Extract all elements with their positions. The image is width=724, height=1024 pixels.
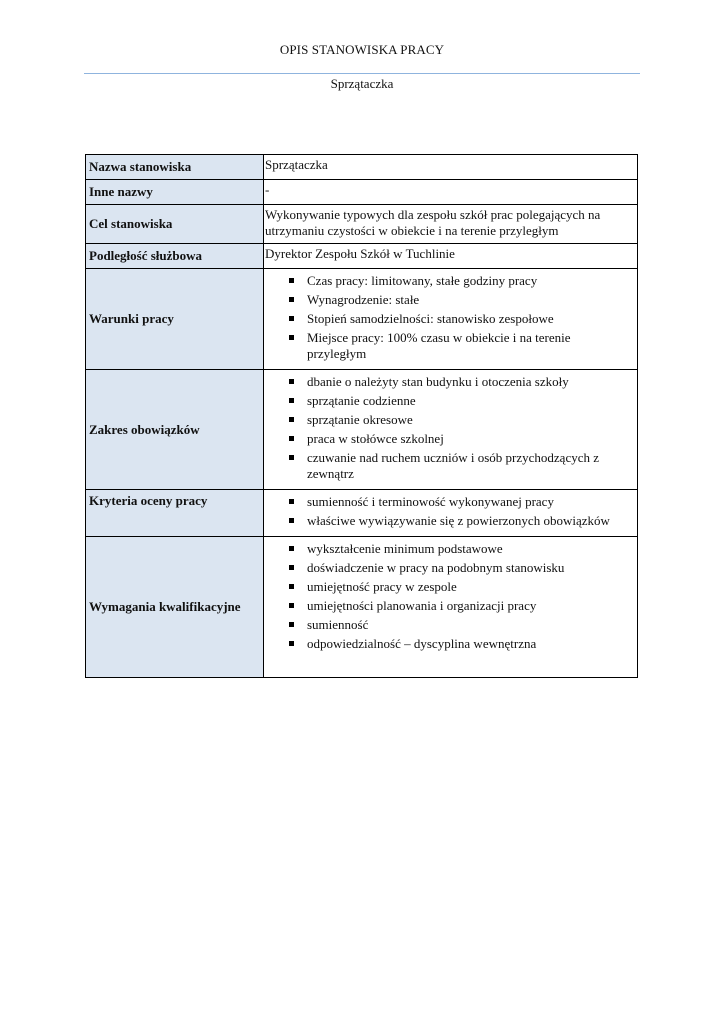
bullet-square-icon	[289, 297, 294, 302]
row-value-other-names: -	[264, 180, 638, 205]
list-item: dbanie o należyty stan budynku i otoczenia szkoły	[265, 374, 635, 390]
row-label-requirements: Wymagania kwalifikacyjne	[86, 537, 264, 678]
table-row	[86, 490, 638, 537]
table-row	[86, 269, 638, 370]
job-description-table	[85, 154, 638, 678]
list-item: Miejsce pracy: 100% czasu w obiekcie i na terenie przyległym	[265, 330, 635, 362]
row-value-subordination: Dyrektor Zespołu Szkół w Tuchlinie	[264, 244, 638, 269]
document-subtitle: Sprzątaczka	[330, 76, 394, 91]
row-label-other-names: Inne nazwy	[86, 180, 264, 205]
bullet-square-icon	[289, 641, 294, 646]
table-row	[86, 205, 638, 244]
list-item: czuwanie nad ruchem uczniów i osób przychodzących z zewnątrz	[265, 450, 635, 482]
list-item: praca w stołówce szkolnej	[265, 431, 635, 447]
row-label-duties: Zakres obowiązków	[86, 370, 264, 490]
document-title: OPIS STANOWISKA PRACY	[279, 42, 445, 57]
row-value-requirements	[264, 537, 638, 678]
bullet-square-icon	[289, 565, 294, 570]
conditions-list	[265, 271, 635, 367]
criteria-list	[265, 492, 635, 534]
bullet-square-icon	[289, 455, 294, 460]
bullet-square-icon	[289, 584, 294, 589]
table-row	[86, 180, 638, 205]
list-item: doświadczenie w pracy na podobnym stanowisku	[265, 560, 635, 576]
row-label-subordination: Podległość służbowa	[86, 244, 264, 269]
duties-list	[265, 372, 635, 487]
table-row	[86, 155, 638, 180]
bullet-square-icon	[289, 546, 294, 551]
table-row	[86, 537, 638, 678]
row-value-name: Sprzątaczka	[264, 155, 638, 180]
bullet-square-icon	[289, 278, 294, 283]
bullet-square-icon	[289, 379, 294, 384]
bullet-square-icon	[289, 398, 294, 403]
list-item: Czas pracy: limitowany, stałe godziny pracy	[265, 273, 635, 289]
bullet-square-icon	[289, 603, 294, 608]
row-value-goal: Wykonywanie typowych dla zespołu szkół prac polegających na utrzymaniu czystości w obiekcie i na terenie przyległym	[264, 205, 638, 244]
bullet-square-icon	[289, 436, 294, 441]
row-label-goal: Cel stanowiska	[86, 205, 264, 244]
bullet-square-icon	[289, 622, 294, 627]
list-item: Wynagrodzenie: stałe	[265, 292, 635, 308]
table-row	[86, 370, 638, 490]
row-value-duties	[264, 370, 638, 490]
bullet-square-icon	[289, 518, 294, 523]
list-item: sprzątanie codzienne	[265, 393, 635, 409]
bullet-square-icon	[289, 335, 294, 340]
row-value-criteria	[264, 490, 638, 537]
row-label-name: Nazwa stanowiska	[86, 155, 264, 180]
row-value-conditions	[264, 269, 638, 370]
list-item: umiejętności planowania i organizacji pracy	[265, 598, 635, 614]
bullet-square-icon	[289, 316, 294, 321]
list-item: sprzątanie okresowe	[265, 412, 635, 428]
list-item: odpowiedzialność – dyscyplina wewnętrzna	[265, 636, 635, 652]
row-label-conditions: Warunki pracy	[86, 269, 264, 370]
list-item: właściwe wywiązywanie się z powierzonych obowiązków	[265, 513, 635, 529]
list-item: sumienność i terminowość wykonywanej pracy	[265, 494, 635, 510]
header-divider	[84, 73, 640, 74]
requirements-list	[265, 539, 635, 675]
list-item: wykształcenie minimum podstawowe	[265, 541, 635, 557]
row-label-criteria: Kryteria oceny pracy	[86, 490, 264, 537]
table-row	[86, 244, 638, 269]
list-item: Stopień samodzielności: stanowisko zespołowe	[265, 311, 635, 327]
list-item: sumienność	[265, 617, 635, 633]
bullet-square-icon	[289, 499, 294, 504]
list-item: umiejętność pracy w zespole	[265, 579, 635, 595]
bullet-square-icon	[289, 417, 294, 422]
